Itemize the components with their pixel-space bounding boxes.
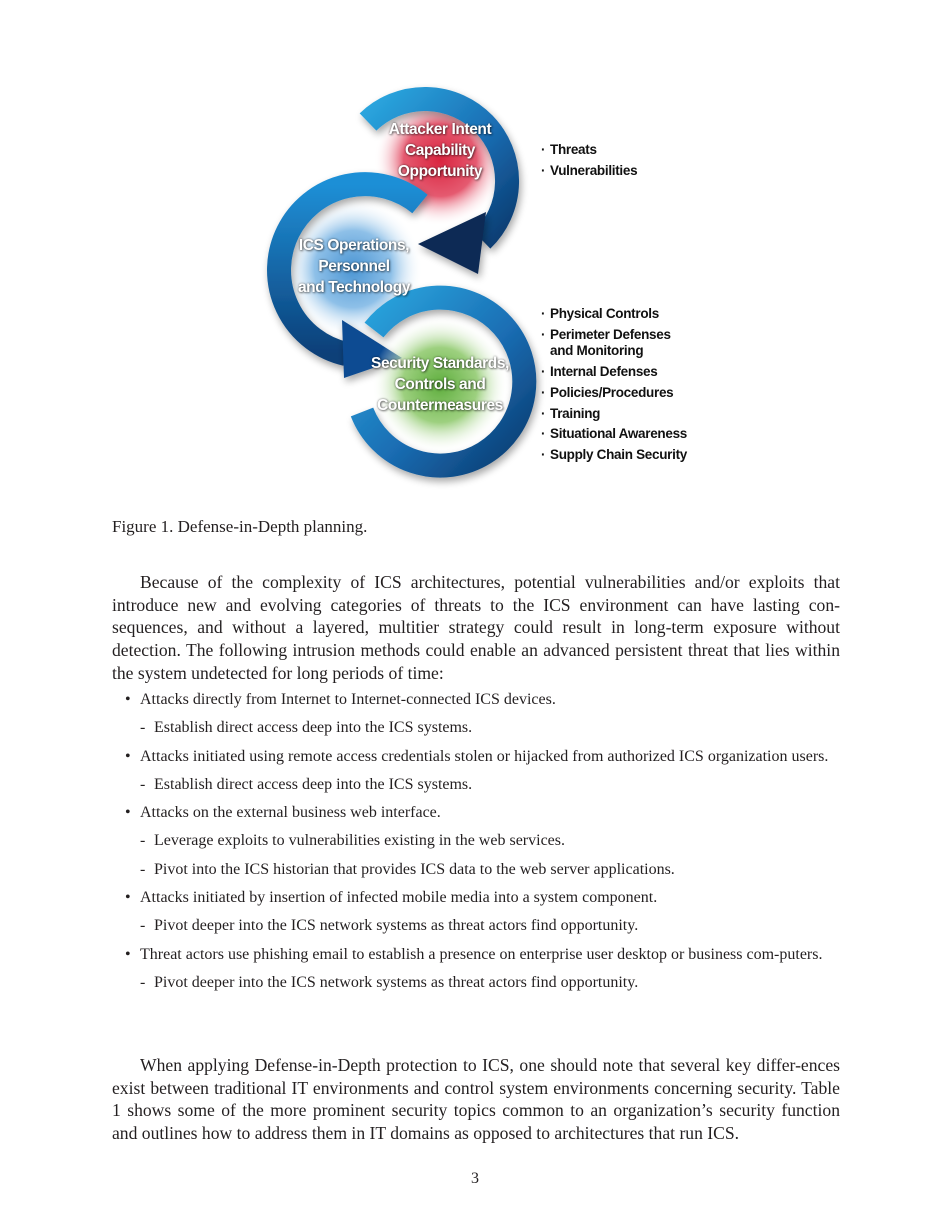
intrusion-method-subitem: - Establish direct access deep into the ICS systems. (140, 775, 842, 796)
intrusion-method-subitem: - Pivot deeper into the ICS network systems as threat actors find opportunity. (140, 973, 842, 994)
operations-line-2: Personnel (318, 258, 390, 275)
security-ring-label (362, 353, 518, 416)
defense-paragraph (112, 1054, 840, 1145)
attacker-line-3: Opportunity (397, 163, 483, 180)
intrusion-method-subitem: - Pivot into the ICS historian that provides ICS data to the web server applications. (140, 860, 842, 881)
threat-list-item: · Threats (541, 142, 701, 159)
intrusion-method-item (112, 945, 842, 994)
intrusion-method-item (112, 803, 842, 880)
operations-line-3: and Technology (297, 279, 411, 296)
controls-list-item: · Training (541, 406, 707, 423)
attacker-line-2: Capability (404, 142, 476, 159)
security-line-1: Security Standards, (371, 355, 509, 372)
intrusion-method-item (112, 888, 842, 937)
security-line-2: Controls and (394, 376, 486, 393)
threat-list (541, 142, 701, 184)
controls-list (541, 306, 707, 468)
operations-ring-label (275, 235, 433, 298)
intrusion-method-subitem: - Establish direct access deep into the ICS systems. (140, 718, 842, 739)
controls-list-item: · Internal Defenses (541, 364, 707, 381)
defense-in-depth-figure (250, 62, 710, 502)
threat-list-item: · Vulnerabilities (541, 163, 701, 180)
controls-list-item: · Supply Chain Security (541, 447, 707, 464)
operations-line-1: ICS Operations, (298, 237, 410, 254)
intrusion-method-item (112, 747, 842, 796)
intrusion-method-text: Attacks directly from Internet to Internet-connected ICS devices. (140, 691, 556, 708)
intrusion-method-item (112, 690, 842, 739)
intro-paragraph-text: Because of the complexity of ICS architectures, potential vulnerabilities and/or exploits that introduce new and evolving categories of threats to the ICS environment can have lasting con-sequences, and without a layered, multitier strategy could result in long-term exposure without detection. The following intrusion methods could enable an advanced persistent threat that lies within the system undetected for long periods of time: (112, 572, 840, 683)
attacker-line-1: Attacker Intent (388, 121, 492, 138)
security-line-3: Countermeasures (377, 397, 503, 414)
intrusion-method-text: Attacks on the external business web interface. (140, 804, 441, 821)
intrusion-methods-list (112, 690, 842, 1001)
defense-paragraph-text: When applying Defense-in-Depth protection to ICS, one should note that several key differ-ences exist between traditional IT environments and control system environments concerning security. Table 1 shows some of the more prominent security topics common to an organization’s security function and outlines how to address them in IT domains as opposed to architectures that run ICS. (112, 1055, 840, 1144)
intrusion-method-subitem: - Pivot deeper into the ICS network systems as threat actors find opportunity. (140, 916, 842, 937)
figure-caption: Figure 1. Defense-in-Depth planning. (112, 517, 368, 536)
attacker-ring-label (362, 119, 518, 182)
intro-paragraph (112, 571, 840, 685)
controls-list-item: · Perimeter Defenses and Monitoring (541, 327, 678, 360)
controls-list-item: · Policies/Procedures (541, 385, 707, 402)
intrusion-method-text: Attacks initiated by insertion of infected mobile media into a system component. (140, 889, 658, 906)
intrusion-method-text: Threat actors use phishing email to establish a presence on enterprise user desktop or business com-puters. (140, 945, 823, 963)
controls-list-item: · Physical Controls (541, 306, 707, 323)
page-number: 3 (471, 1170, 479, 1187)
controls-list-item: · Situational Awareness (541, 426, 707, 443)
intrusion-method-subitem: - Leverage exploits to vulnerabilities existing in the web services. (140, 831, 842, 852)
intrusion-method-text: Attacks initiated using remote access credentials stolen or hijacked from authorized ICS organization users. (140, 747, 829, 765)
